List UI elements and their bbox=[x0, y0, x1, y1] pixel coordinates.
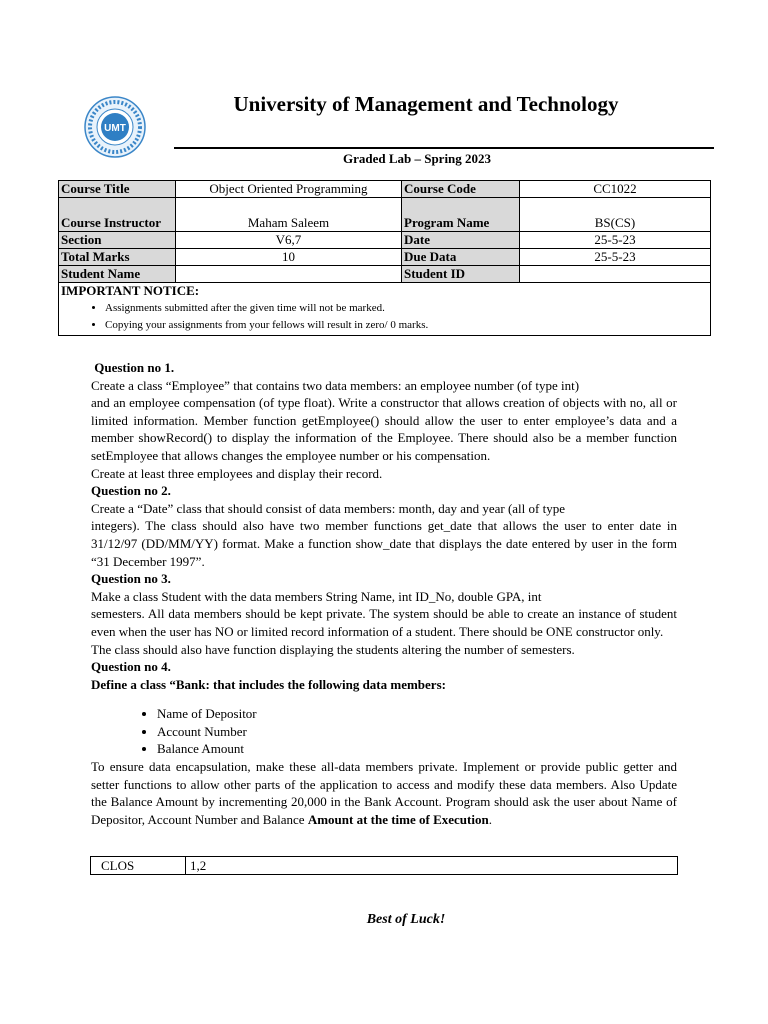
list-item: • Account Number bbox=[157, 723, 677, 741]
student-id-label: Student ID bbox=[402, 266, 520, 283]
closing-message: Best of Luck! bbox=[366, 912, 446, 927]
question-text: Create at least three employees and display their record. bbox=[91, 465, 383, 481]
course-info-table bbox=[58, 180, 711, 336]
question-text: Create a class “Employee” that contains two data members: an employee number (of type int) bbox=[91, 377, 580, 393]
clos-value: 1,2 bbox=[186, 857, 678, 875]
list-item: • Balance Amount bbox=[157, 740, 677, 758]
student-id-field[interactable] bbox=[520, 266, 711, 283]
notice-title: IMPORTANT NOTICE: bbox=[61, 283, 200, 298]
table-row bbox=[59, 198, 711, 232]
notice-item: • Copying your assignments from your fellows will result in zero/ 0 marks. bbox=[105, 317, 708, 334]
clos-label: CLOS bbox=[91, 857, 186, 875]
section-value: V6,7 bbox=[176, 232, 402, 249]
total-marks-label: Total Marks bbox=[59, 249, 176, 266]
section-label: Section bbox=[59, 232, 176, 249]
questions-section bbox=[91, 359, 677, 828]
table-row bbox=[59, 266, 711, 283]
question-heading: Question no 2. bbox=[91, 483, 171, 499]
instructor-label: Course Instructor bbox=[59, 198, 176, 232]
instructor-value: Maham Saleem bbox=[176, 198, 402, 232]
question-text-end: . bbox=[488, 811, 492, 827]
question-text: integers). The class should also have two member functions get_date that allows the user to enter date in 31/12/97 (DD/MM/YY) format. Make a function show_date that displays the date entered by user in the form “31 December 1997”. bbox=[91, 518, 677, 569]
program-value: BS(CS) bbox=[520, 198, 711, 232]
question-text-body: To ensure data encapsulation, make these all-data members private. Implement or provide public getter and setter functions to allow other parts of the application to access and modify these data members. Also Update the Balance Amount by incrementing 20,000 in the Bank Account. Program should ask the user about Name of Depositor, Account Number and Balance bbox=[91, 759, 677, 827]
student-name-field[interactable] bbox=[176, 266, 402, 283]
question-heading: Question no 1. bbox=[91, 360, 175, 375]
table-row bbox=[59, 249, 711, 266]
svg-text:UMT: UMT bbox=[104, 123, 126, 134]
program-label: Program Name bbox=[402, 198, 520, 232]
question-text-emphasis: Amount at the time of Execution bbox=[307, 811, 489, 827]
table-row bbox=[91, 857, 678, 875]
question-text: semesters. All data members should be kept private. The system should be able to create an instance of student even when the user has NO or limited record information of a student. There should be ONE constructor only. bbox=[91, 606, 677, 639]
course-title-value: Object Oriented Programming bbox=[176, 181, 402, 198]
question-subheading: Define a class “Bank: that includes the following data members: bbox=[91, 676, 446, 692]
table-row bbox=[59, 181, 711, 198]
title-divider bbox=[174, 147, 714, 149]
due-date-label: Due Data bbox=[402, 249, 520, 266]
notice-item: • Assignments submitted after the given time will not be marked. bbox=[105, 300, 708, 317]
question-text: Make a class Student with the data members String Name, int ID_No, double GPA, int bbox=[91, 588, 542, 604]
list-item: • Name of Depositor bbox=[157, 705, 677, 723]
date-value: 25-5-23 bbox=[520, 232, 711, 249]
university-title: University of Management and Technology bbox=[233, 92, 619, 116]
university-logo bbox=[84, 96, 146, 158]
question-text bbox=[91, 758, 677, 828]
question-text: Create a “Date” class that should consist of data members: month, day and year (all of type bbox=[91, 500, 565, 516]
question-text: The class should also have function displaying the students altering the number of semesters. bbox=[91, 641, 575, 657]
course-code-value: CC1022 bbox=[520, 181, 711, 198]
important-notice bbox=[59, 283, 711, 336]
document-subtitle: Graded Lab – Spring 2023 bbox=[342, 151, 492, 166]
notice-row bbox=[59, 283, 711, 336]
student-name-label: Student Name bbox=[59, 266, 176, 283]
course-code-label: Course Code bbox=[402, 181, 520, 198]
question-heading: Question no 3. bbox=[91, 571, 171, 587]
question-text: and an employee compensation (of type float). Write a constructor that allows creation of objects with no, all or limited information. Member function getEmployee() should allow the user to enter employee’s data and a member showRecord() to display the information of the Employee. There should also be a member function setEmployee that allows changes the employee number or his compensation. bbox=[91, 395, 677, 463]
course-title-label: Course Title bbox=[59, 181, 176, 198]
due-date-value: 25-5-23 bbox=[520, 249, 711, 266]
notice-list bbox=[61, 300, 708, 334]
question-heading: Question no 4. bbox=[91, 659, 171, 675]
date-label: Date bbox=[402, 232, 520, 249]
clos-table bbox=[90, 856, 678, 875]
total-marks-value: 10 bbox=[176, 249, 402, 266]
data-member-list bbox=[91, 705, 677, 758]
table-row bbox=[59, 232, 711, 249]
